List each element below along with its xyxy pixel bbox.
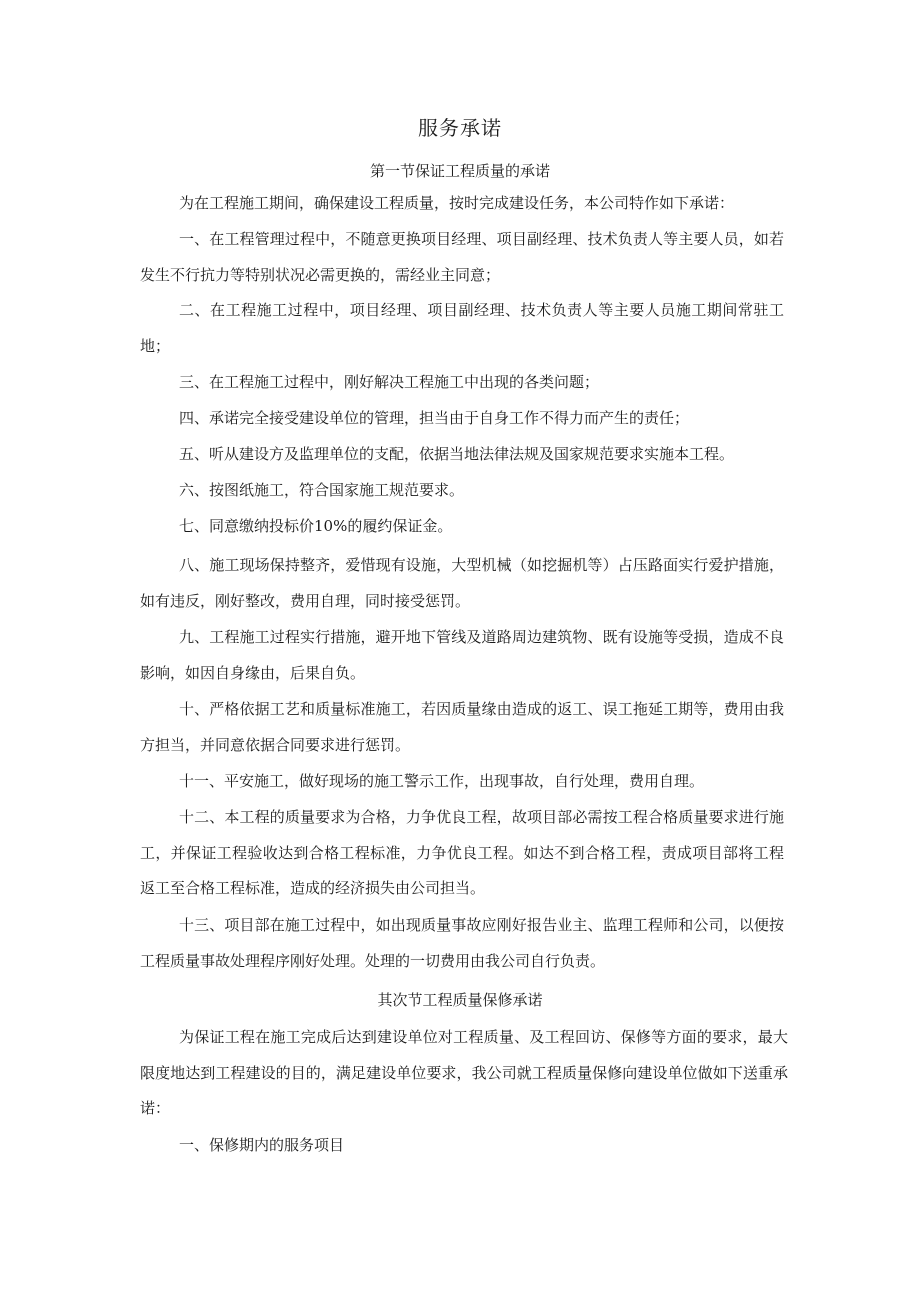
commitment-item-9: 九、工程施工过程实行措施，避开地下管线及道路周边建筑物、既有设施等受损，造成不良影响，如因自身缘由，后果自负。 bbox=[140, 628, 784, 682]
commitment-item-10: 十、严格依据工艺和质量标准施工，若因质量缘由造成的返工、误工拖延工期等，费用由我方担当，并同意依据合同要求进行惩罚。 bbox=[140, 700, 784, 754]
commitment-item-2: 二、在工程施工过程中，项目经理、项目副经理、技术负责人等主要人员施工期间常驻工地； bbox=[140, 301, 784, 355]
warranty-item-1: 一、保修期内的服务项目 bbox=[179, 1136, 345, 1154]
commitment-item-7: 七、同意缴纳投标价10%的履约保证金。 bbox=[179, 517, 453, 535]
commitment-item-8: 八、施工现场保持整齐，爱惜现有设施，大型机械（如挖掘机等）占压路面实行爱护措施，如有违反，刚好整改，费用自理，同时接受惩罚。 bbox=[140, 556, 784, 610]
section2-heading: 其次节工程质量保修承诺 bbox=[377, 991, 543, 1009]
commitment-item-12: 十二、本工程的质量要求为合格，力争优良工程，故项目部必需按工程合格质量要求进行施工，并保证工程验收达到合格工程标准，力争优良工程。如达不到合格工程，责成项目部将工程返工至合格工程标准，造成的经济损失由公司担当。 bbox=[140, 808, 784, 897]
section1-intro: 为在工程施工期间，确保建设工程质量，按时完成建设任务，本公司特作如下承诺： bbox=[179, 194, 735, 212]
commitment-item-11: 十一、平安施工，做好现场的施工警示工作，出现事故，自行处理，费用自理。 bbox=[179, 772, 705, 790]
document-title: 服务承诺 bbox=[418, 116, 502, 140]
section1-heading: 第一节保证工程质量的承诺 bbox=[369, 162, 550, 180]
commitment-item-3: 三、在工程施工过程中，刚好解决工程施工中出现的各类问题； bbox=[179, 373, 600, 391]
commitment-item-4: 四、承诺完全接受建设单位的管理，担当由于自身工作不得力而产生的责任； bbox=[179, 409, 690, 427]
commitment-item-5: 五、听从建设方及监理单位的支配，依据当地法律法规及国家规范要求实施本工程。 bbox=[179, 445, 735, 463]
commitment-item-6: 六、按图纸施工，符合国家施工规范要求。 bbox=[179, 481, 465, 499]
section2-intro: 为保证工程在施工完成后达到建设单位对工程质量、及工程回访、保修等方面的要求，最大限度地达到工程建设的目的，满足建设单位要求，我公司就工程质量保修向建设单位做如下送重承诺： bbox=[140, 1028, 788, 1117]
commitment-item-1: 一、在工程管理过程中，不随意更换项目经理、项目副经理、技术负责人等主要人员，如若发生不行抗力等特别状况必需更换的，需经业主同意； bbox=[140, 230, 784, 284]
commitment-item-13: 十三、项目部在施工过程中，如出现质量事故应刚好报告业主、监理工程师和公司，以便按工程质量事故处理程序刚好处理。处理的一切费用由我公司自行负责。 bbox=[140, 916, 784, 970]
